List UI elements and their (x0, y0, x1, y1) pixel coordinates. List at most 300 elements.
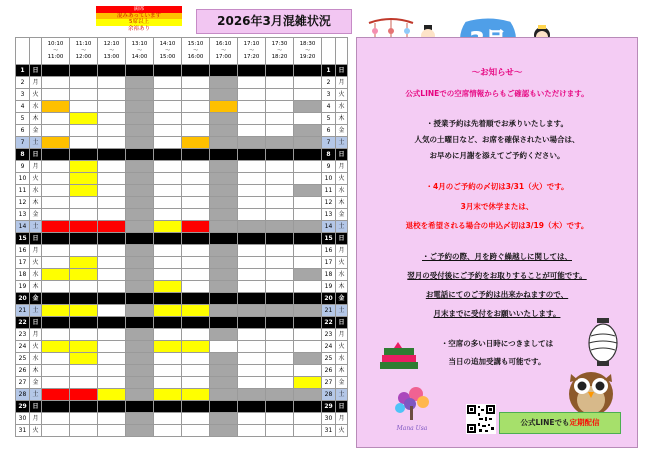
table-row (16, 257, 348, 269)
day-number: 19 (322, 281, 336, 293)
slot-cell (238, 113, 266, 125)
slot-cell (126, 341, 154, 353)
slot-cell (126, 413, 154, 425)
slot-cell (42, 101, 70, 113)
day-number: 28 (16, 389, 30, 401)
slot-cell (266, 305, 294, 317)
slot-cell (182, 101, 210, 113)
time-slot-header (182, 38, 210, 65)
table-row (16, 233, 348, 245)
weekday: 木 (336, 365, 348, 377)
day-number: 27 (16, 377, 30, 389)
weekday: 木 (336, 197, 348, 209)
slot-cell (154, 185, 182, 197)
qr-code-icon[interactable] (466, 404, 496, 434)
day-number: 21 (322, 305, 336, 317)
day-number: 16 (322, 245, 336, 257)
slot-cell (210, 173, 238, 185)
slot-cell (294, 317, 322, 329)
slot-cell (70, 77, 98, 89)
slot-cell (238, 209, 266, 221)
slot-cell (182, 113, 210, 125)
time-slot-header (126, 38, 154, 65)
weekday: 水 (336, 353, 348, 365)
corner-cell (30, 38, 42, 65)
slot-cell (266, 125, 294, 137)
slot-cell (126, 401, 154, 413)
slot-cell (70, 197, 98, 209)
slot-cell (238, 233, 266, 245)
slot-cell (294, 101, 322, 113)
time-from: 14:10 (159, 41, 176, 48)
slot-cell (210, 197, 238, 209)
table-row (16, 389, 348, 401)
day-number: 17 (322, 257, 336, 269)
weekday: 日 (30, 65, 42, 77)
slot-cell (98, 377, 126, 389)
day-number: 23 (16, 329, 30, 341)
slot-cell (294, 185, 322, 197)
weekday: 土 (336, 305, 348, 317)
slot-cell (98, 161, 126, 173)
withdraw-note-2: 退校を希望される場合の申込〆切は3/19（木）です。 (405, 221, 589, 230)
slot-cell (210, 209, 238, 221)
day-number: 4 (322, 101, 336, 113)
slot-cell (154, 293, 182, 305)
slot-cell (238, 185, 266, 197)
slot-cell (98, 281, 126, 293)
table-row (16, 161, 348, 173)
time-slot-header (70, 38, 98, 65)
day-number: 28 (322, 389, 336, 401)
slot-cell (154, 101, 182, 113)
day-number: 15 (322, 233, 336, 245)
slot-cell (126, 101, 154, 113)
slot-cell (70, 269, 98, 281)
weekday: 土 (30, 137, 42, 149)
table-row (16, 377, 348, 389)
day-number: 16 (16, 245, 30, 257)
weekday: 金 (30, 293, 42, 305)
legend-item: 満席 (96, 6, 182, 13)
table-row (16, 101, 348, 113)
slot-cell (126, 173, 154, 185)
day-number: 3 (16, 89, 30, 101)
slot-cell (182, 425, 210, 437)
slot-cell (294, 245, 322, 257)
table-row (16, 173, 348, 185)
slot-cell (210, 365, 238, 377)
weekday: 金 (30, 209, 42, 221)
slot-cell (238, 149, 266, 161)
slot-cell (210, 149, 238, 161)
slot-cell (126, 113, 154, 125)
weekday: 日 (30, 149, 42, 161)
slot-cell (70, 257, 98, 269)
table-row (16, 113, 348, 125)
slot-cell (126, 269, 154, 281)
slot-cell (126, 209, 154, 221)
slot-cell (154, 413, 182, 425)
slot-cell (70, 101, 98, 113)
carryover-note-1: ・ご予約の際、月を跨ぐ繰越しに関しては、 (422, 252, 572, 261)
slot-cell (70, 413, 98, 425)
slot-cell (266, 245, 294, 257)
time-slot-header (98, 38, 126, 65)
weekday: 水 (30, 353, 42, 365)
day-number: 7 (16, 137, 30, 149)
slot-cell (294, 89, 322, 101)
weekday: 月 (336, 413, 348, 425)
slot-cell (182, 209, 210, 221)
weekday: 土 (30, 221, 42, 233)
table-row (16, 209, 348, 221)
time-to: 13:00 (103, 54, 120, 61)
slot-cell (294, 137, 322, 149)
slot-cell (210, 65, 238, 77)
slot-cell (210, 221, 238, 233)
time-separator: ～ (304, 47, 311, 54)
slot-cell (266, 197, 294, 209)
slot-cell (126, 293, 154, 305)
day-number: 11 (322, 185, 336, 197)
slot-cell (154, 281, 182, 293)
slot-cell (182, 173, 210, 185)
slot-cell (154, 317, 182, 329)
slot-cell (266, 317, 294, 329)
slot-cell (266, 413, 294, 425)
slot-cell (210, 401, 238, 413)
slot-cell (210, 77, 238, 89)
weekday: 月 (30, 77, 42, 89)
slot-cell (182, 77, 210, 89)
slot-cell (126, 77, 154, 89)
time-to: 17:20 (243, 54, 260, 61)
slot-cell (98, 293, 126, 305)
slot-cell (70, 113, 98, 125)
weekday: 日 (336, 317, 348, 329)
slot-cell (126, 365, 154, 377)
slot-cell (238, 77, 266, 89)
weekday: 火 (336, 425, 348, 437)
slot-cell (182, 341, 210, 353)
slot-cell (182, 221, 210, 233)
congestion-legend (96, 6, 182, 32)
slot-cell (238, 389, 266, 401)
day-number: 12 (322, 197, 336, 209)
slot-cell (126, 353, 154, 365)
slot-cell (238, 281, 266, 293)
corner-cell (322, 38, 336, 65)
slot-cell (98, 209, 126, 221)
weekday: 日 (30, 317, 42, 329)
slot-cell (154, 149, 182, 161)
slot-cell (238, 89, 266, 101)
day-number: 21 (16, 305, 30, 317)
slot-cell (210, 293, 238, 305)
slot-cell (42, 317, 70, 329)
slot-cell (154, 365, 182, 377)
slot-cell (98, 77, 126, 89)
slot-cell (126, 329, 154, 341)
slot-cell (238, 425, 266, 437)
slot-cell (210, 413, 238, 425)
line-cta-highlight: 定期配信 (569, 418, 600, 427)
slot-cell (42, 65, 70, 77)
slot-cell (70, 173, 98, 185)
day-number: 26 (16, 365, 30, 377)
slot-cell (154, 137, 182, 149)
slot-cell (266, 257, 294, 269)
table-row (16, 293, 348, 305)
slot-cell (70, 245, 98, 257)
slot-cell (154, 353, 182, 365)
slot-cell (98, 113, 126, 125)
slot-cell (182, 377, 210, 389)
slot-cell (98, 245, 126, 257)
slot-cell (294, 209, 322, 221)
slot-cell (210, 245, 238, 257)
slot-cell (294, 233, 322, 245)
slot-cell (238, 161, 266, 173)
slot-cell (154, 113, 182, 125)
slot-cell (154, 341, 182, 353)
slot-cell (98, 65, 126, 77)
day-number: 8 (322, 149, 336, 161)
slot-cell (70, 365, 98, 377)
table-row (16, 413, 348, 425)
weekday: 火 (336, 173, 348, 185)
time-slot-header (42, 38, 70, 65)
slot-cell (266, 149, 294, 161)
slot-cell (154, 269, 182, 281)
slot-cell (182, 65, 210, 77)
time-from: 11:10 (75, 41, 92, 48)
slot-cell (154, 245, 182, 257)
slot-cell (154, 161, 182, 173)
slot-cell (42, 389, 70, 401)
slot-cell (42, 401, 70, 413)
time-from: 13:10 (131, 41, 148, 48)
day-number: 6 (322, 125, 336, 137)
slot-cell (182, 365, 210, 377)
slot-cell (154, 77, 182, 89)
slot-cell (266, 233, 294, 245)
slot-cell (126, 257, 154, 269)
slot-cell (70, 89, 98, 101)
slot-cell (70, 341, 98, 353)
slot-cell (98, 329, 126, 341)
slot-cell (42, 161, 70, 173)
slot-cell (294, 281, 322, 293)
slot-cell (210, 353, 238, 365)
day-number: 25 (322, 353, 336, 365)
day-number: 18 (16, 269, 30, 281)
slot-cell (126, 305, 154, 317)
slot-cell (154, 125, 182, 137)
slot-cell (70, 221, 98, 233)
day-number: 10 (322, 173, 336, 185)
slot-cell (294, 401, 322, 413)
legend-item: 混みあっています (96, 13, 182, 20)
slot-cell (126, 65, 154, 77)
day-number: 12 (16, 197, 30, 209)
corner-cell (336, 38, 348, 65)
slot-cell (42, 245, 70, 257)
day-number: 17 (16, 257, 30, 269)
slot-cell (238, 365, 266, 377)
table-row (16, 89, 348, 101)
slot-cell (182, 245, 210, 257)
slot-cell (238, 125, 266, 137)
time-to: 15:00 (159, 54, 176, 61)
slot-cell (98, 221, 126, 233)
day-number: 25 (16, 353, 30, 365)
slot-cell (238, 401, 266, 413)
day-number: 31 (16, 425, 30, 437)
slot-cell (70, 329, 98, 341)
table-row (16, 221, 348, 233)
slot-cell (210, 329, 238, 341)
slot-cell (266, 329, 294, 341)
slot-cell (70, 137, 98, 149)
table-row (16, 77, 348, 89)
slot-cell (210, 389, 238, 401)
slot-cell (98, 269, 126, 281)
slot-cell (266, 281, 294, 293)
weekday: 火 (336, 257, 348, 269)
day-number: 14 (16, 221, 30, 233)
time-slot-header (238, 38, 266, 65)
weekday: 火 (336, 341, 348, 353)
day-number: 2 (16, 77, 30, 89)
slot-cell (294, 65, 322, 77)
day-number: 1 (322, 65, 336, 77)
day-number: 14 (322, 221, 336, 233)
day-number: 22 (322, 317, 336, 329)
slot-cell (98, 149, 126, 161)
slot-cell (266, 293, 294, 305)
weekday: 月 (30, 245, 42, 257)
slot-cell (182, 293, 210, 305)
slot-cell (210, 317, 238, 329)
slot-cell (238, 65, 266, 77)
day-number: 8 (16, 149, 30, 161)
slot-cell (126, 245, 154, 257)
slot-cell (238, 197, 266, 209)
weekday: 火 (30, 89, 42, 101)
weekday: 金 (336, 125, 348, 137)
slot-cell (210, 269, 238, 281)
slot-cell (182, 89, 210, 101)
weekday: 日 (30, 401, 42, 413)
slot-cell (42, 197, 70, 209)
slot-cell (266, 89, 294, 101)
slot-cell (294, 389, 322, 401)
time-from: 15:10 (187, 41, 204, 48)
slot-cell (98, 125, 126, 137)
slot-cell (182, 281, 210, 293)
slot-cell (294, 173, 322, 185)
slot-cell (70, 293, 98, 305)
slot-cell (70, 317, 98, 329)
april-deadline-text: ・4月のご予約の〆切は3/31（火）です。 (425, 182, 569, 191)
school-logo (390, 386, 434, 436)
weekday: 木 (336, 113, 348, 125)
line-cta-button[interactable] (499, 412, 621, 434)
slot-cell (266, 425, 294, 437)
day-number: 19 (16, 281, 30, 293)
page-title: 2026年3月混雑状況 (196, 9, 352, 34)
slot-cell (42, 113, 70, 125)
weekday: 日 (336, 401, 348, 413)
day-number: 30 (16, 413, 30, 425)
slot-cell (238, 329, 266, 341)
slot-cell (98, 257, 126, 269)
slot-cell (98, 389, 126, 401)
day-number: 31 (322, 425, 336, 437)
line-check-text: 公式LINEでの空席情報からもご確認もいただけます。 (405, 89, 589, 98)
slot-cell (210, 137, 238, 149)
slot-cell (266, 101, 294, 113)
slot-cell (70, 353, 98, 365)
slot-cell (238, 101, 266, 113)
slot-cell (238, 173, 266, 185)
slot-cell (238, 257, 266, 269)
time-separator: ～ (192, 47, 199, 54)
slot-cell (294, 305, 322, 317)
table-row (16, 197, 348, 209)
day-number: 22 (16, 317, 30, 329)
slot-cell (154, 65, 182, 77)
weekday: 水 (30, 269, 42, 281)
carryover-note-4: 月末までに受付をお願いいたします。 (433, 309, 561, 318)
slot-cell (294, 329, 322, 341)
slot-cell (238, 305, 266, 317)
time-from: 17:30 (271, 41, 288, 48)
notice-heading: ～お知らせ～ (471, 68, 523, 78)
time-separator: ～ (52, 47, 59, 54)
slot-cell (210, 161, 238, 173)
slot-cell (238, 269, 266, 281)
weekday: 木 (30, 365, 42, 377)
table-row (16, 305, 348, 317)
calendar-table (15, 37, 348, 437)
weekday: 月 (30, 329, 42, 341)
slot-cell (266, 365, 294, 377)
slot-cell (154, 401, 182, 413)
slot-cell (70, 149, 98, 161)
slot-cell (182, 401, 210, 413)
slot-cell (210, 89, 238, 101)
day-number: 9 (16, 161, 30, 173)
slot-cell (266, 65, 294, 77)
slot-cell (70, 281, 98, 293)
table-row (16, 329, 348, 341)
slot-cell (266, 137, 294, 149)
slot-cell (294, 293, 322, 305)
slot-cell (210, 101, 238, 113)
weekday: 月 (30, 161, 42, 173)
slot-cell (42, 329, 70, 341)
slot-cell (210, 425, 238, 437)
extra-lesson-note-1: ・空席の多い日時につきましては (440, 339, 554, 348)
weekday: 日 (30, 233, 42, 245)
weekday: 水 (336, 185, 348, 197)
slot-cell (70, 305, 98, 317)
slot-cell (42, 185, 70, 197)
slot-cell (42, 293, 70, 305)
